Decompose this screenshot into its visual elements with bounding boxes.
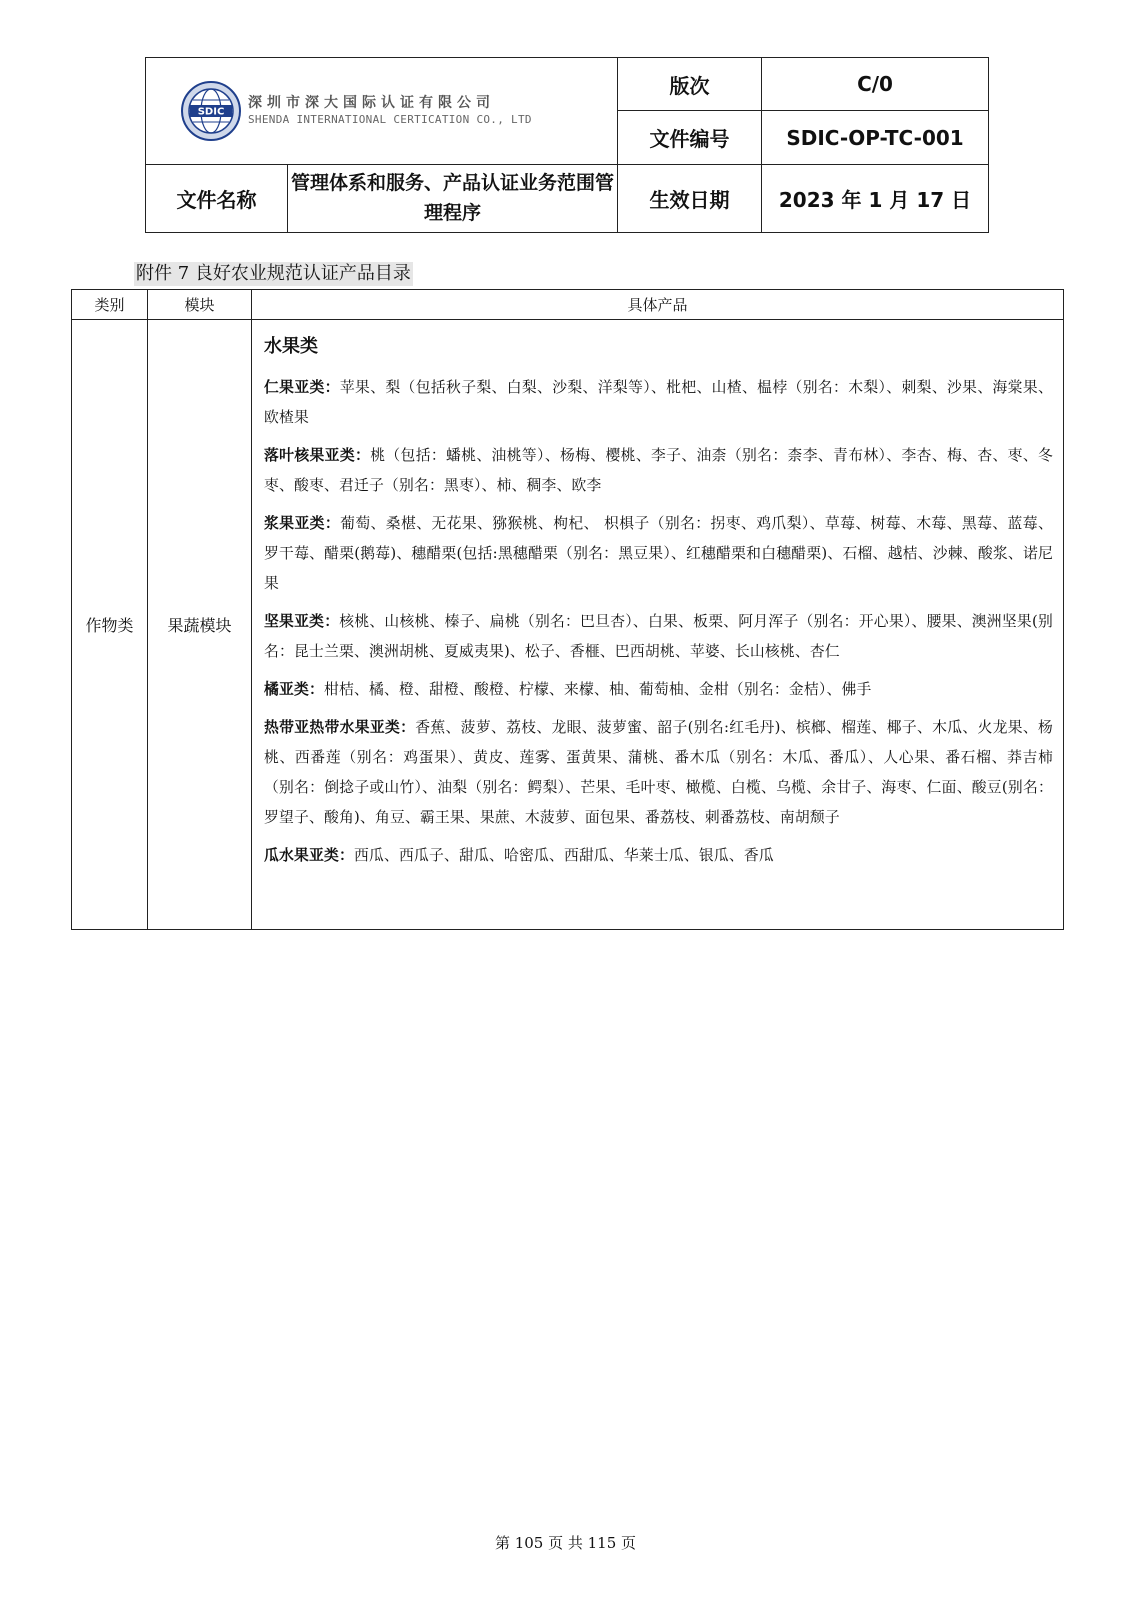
version-label: 版次 <box>618 58 762 111</box>
group-items: 核桃、山核桃、榛子、扁桃（别名：巴旦杏）、白果、板栗、阿月浑子（别名：开心果）、腰果、澳洲坚果(别名：昆士兰栗、澳洲胡桃、夏威夷果)、松子、香榧、巴西胡桃、苹婆、长山核桃、杏仁 <box>264 613 1053 660</box>
category-cell: 作物类 <box>72 320 148 930</box>
docno-label: 文件编号 <box>618 111 762 165</box>
effective-date-value: 2023 年 1 月 17 日 <box>762 165 989 233</box>
product-group <box>264 373 1053 433</box>
company-logo-icon <box>180 80 242 142</box>
docno-value: SDIC-OP-TC-001 <box>762 111 989 165</box>
group-label: 热带亚热带水果亚类： <box>264 719 416 736</box>
product-group <box>264 675 1053 705</box>
document-header <box>145 57 989 233</box>
group-items: 柑桔、橘、橙、甜橙、酸橙、柠檬、来檬、柚、葡萄柚、金柑（别名：金桔）、佛手 <box>324 681 872 698</box>
products-cell <box>252 320 1064 930</box>
product-group <box>264 441 1053 501</box>
appendix-title: 附件 7 良好农业规范认证产品目录 <box>136 263 411 284</box>
fruit-heading: 水果类 <box>264 336 318 357</box>
group-label: 浆果亚类： <box>264 515 341 532</box>
effective-date-label: 生效日期 <box>618 165 762 233</box>
table-row <box>72 320 1064 930</box>
column-header-products: 具体产品 <box>252 290 1064 320</box>
product-group <box>264 713 1053 833</box>
group-label: 落叶核果亚类： <box>264 447 371 464</box>
filename-label: 文件名称 <box>146 165 288 233</box>
logo-text: SDIC <box>197 106 225 118</box>
group-label: 瓜水果亚类： <box>264 847 354 864</box>
group-items: 香蕉、菠萝、荔枝、龙眼、菠萝蜜、韶子(别名:红毛丹)、槟榔、榴莲、椰子、木瓜、火龙果、杨桃、西番莲（别名：鸡蛋果）、黄皮、莲雾、蛋黄果、蒲桃、番木瓜（别名：木瓜、番瓜）、人心果、番石榴、莽吉柿（别名：倒捻子或山竹）、油梨（别名：鳄梨）、芒果、毛叶枣、橄榄、白榄、乌榄、余甘子、海枣、仁面、酸豆(别名：罗望子、酸角)、角豆、霸王果、果蔗、木菠萝、面包果、番荔枝、刺番荔枝、南胡颓子 <box>264 719 1053 826</box>
group-items: 葡萄、桑椹、无花果、猕猴桃、枸杞、 枳椇子（别名：拐枣、鸡爪梨）、草莓、树莓、木莓、黑莓、蓝莓、罗干莓、醋栗(鹅莓)、穗醋栗(包括:黑穗醋栗（别名：黑豆果）、红穗醋栗和白穗醋栗)、石榴、越桔、沙棘、酸浆、诺尼果 <box>264 515 1053 592</box>
table-header-row <box>72 290 1064 320</box>
page-footer: 第 105 页 共 115 页 <box>494 1534 637 1552</box>
product-catalog-table <box>71 289 1064 930</box>
group-items: 苹果、梨（包括秋子梨、白梨、沙梨、洋梨等）、枇杷、山楂、榅桲（别名：木梨）、刺梨、沙果、海棠果、欧楂果 <box>264 379 1053 426</box>
company-logo-block <box>146 58 618 165</box>
column-header-category: 类别 <box>72 290 148 320</box>
group-label: 橘亚类： <box>264 681 324 698</box>
company-name-cn: 深圳市深大国际认证有限公司 <box>248 95 495 112</box>
product-group <box>264 509 1053 599</box>
group-label: 仁果亚类： <box>264 379 340 396</box>
module-cell: 果蔬模块 <box>148 320 252 930</box>
company-name-en: SHENDA INTERNATIONAL CERTICATION CO., LTD <box>248 112 532 126</box>
product-group <box>264 841 1053 871</box>
product-group <box>264 607 1053 667</box>
filename-value: 管理体系和服务、产品认证业务范围管理程序 <box>288 165 618 233</box>
group-label: 坚果亚类： <box>264 613 340 630</box>
group-items: 桃（包括：蟠桃、油桃等）、杨梅、樱桃、李子、油柰（别名：柰李、青布林）、李杏、梅、杏、枣、冬枣、酸枣、君迁子（别名：黑枣）、柿、稠李、欧李 <box>264 447 1053 494</box>
group-items: 西瓜、西瓜子、甜瓜、哈密瓜、西甜瓜、华莱士瓜、银瓜、香瓜 <box>353 847 774 864</box>
version-value: C/0 <box>762 58 989 111</box>
column-header-module: 模块 <box>148 290 252 320</box>
